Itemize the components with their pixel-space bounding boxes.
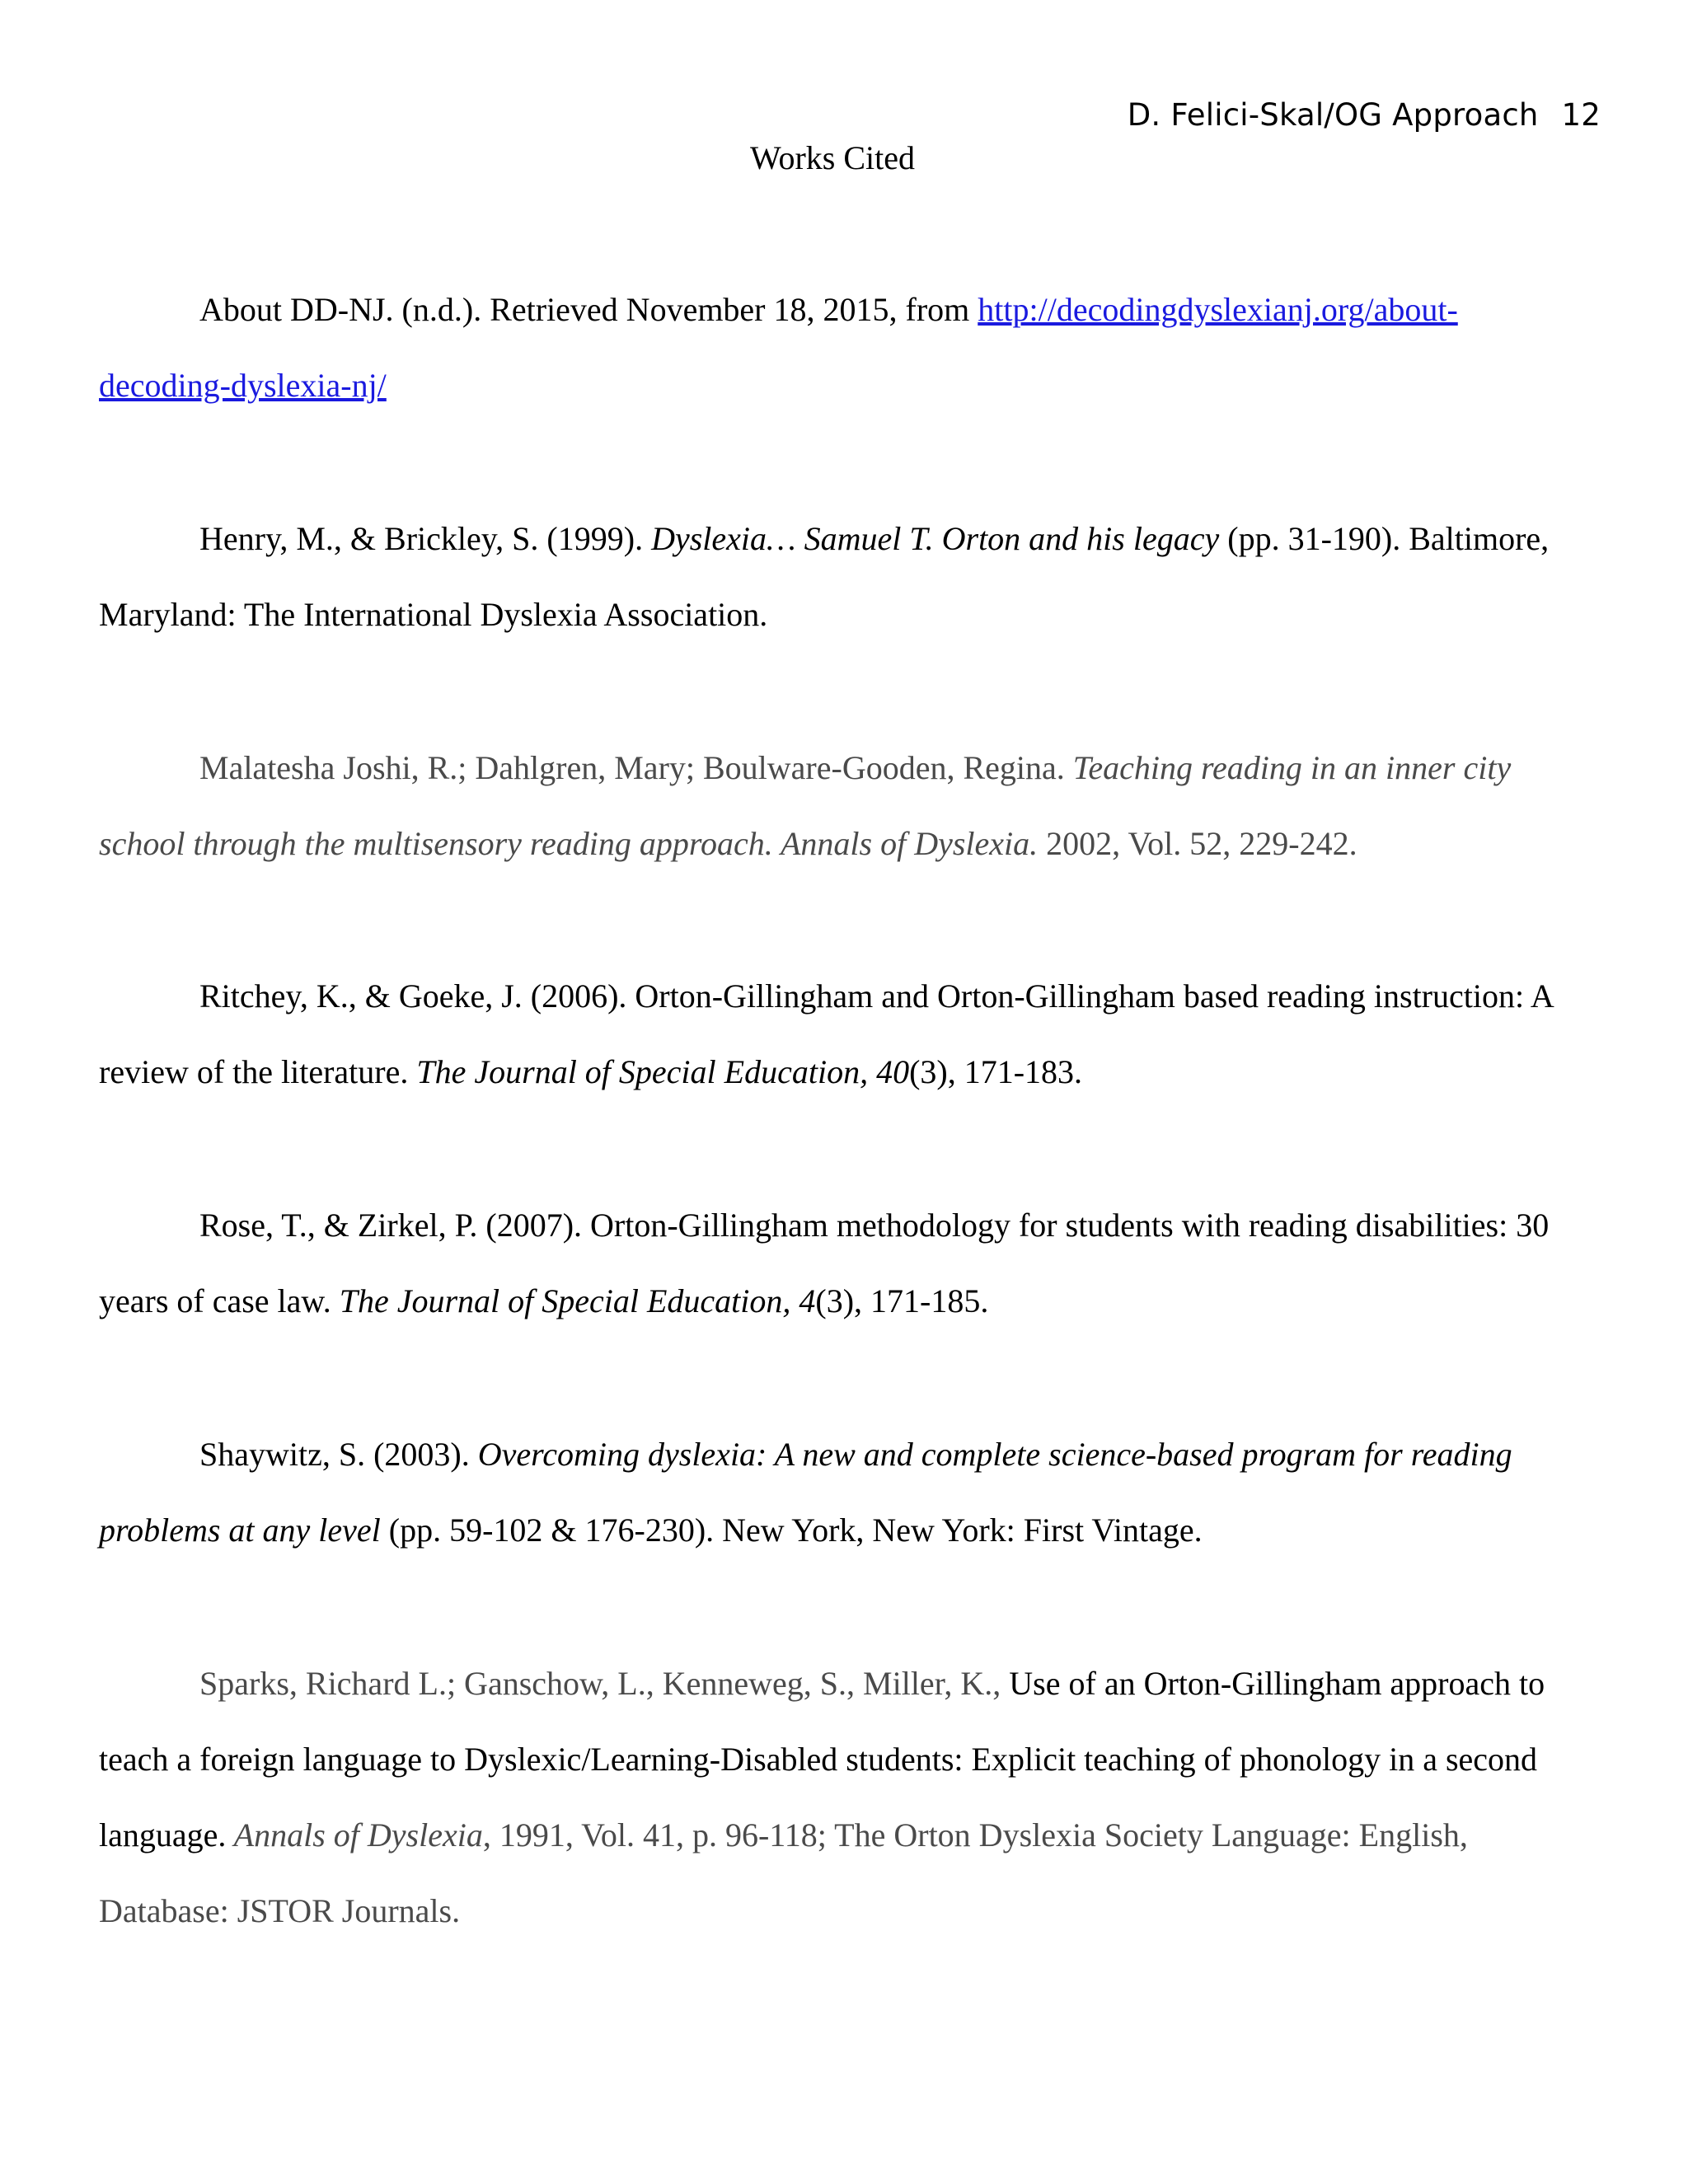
- citation-link[interactable]: http://decodingdyslexianj.org/about-decoding-dyslexia-nj/: [99, 291, 1458, 404]
- citation-henry: [99, 501, 1574, 653]
- citation-title: Teaching reading in an inner city school through the multisensory reading approach. Annals of Dyslexia.: [99, 749, 1512, 862]
- citation-title: Use of an Orton-Gillingham approach to teach a foreign language to Dyslexic/Learning-Disabled students: Explicit teaching of phonology in a second language.: [99, 1665, 1545, 1854]
- citation-text: (pp. 59-102 & 176-230). New York, New York: First Vintage.: [380, 1511, 1203, 1549]
- citation-journal: The Journal of Special Education, 4: [339, 1282, 816, 1319]
- page-title: Works Cited: [749, 139, 916, 176]
- citation-text: About DD-NJ. (n.d.). Retrieved November 18, 2015, from: [199, 291, 978, 328]
- citation-text: (3), 171-185.: [815, 1282, 989, 1319]
- citation-text: , 1991, Vol. 41, p. 96-118; The Orton Dyslexia Society Language: English, Database: JSTOR Journals.: [99, 1816, 1468, 1929]
- citation-title: Dyslexia… Samuel T. Orton and his legacy: [651, 520, 1220, 557]
- citation-rose: [99, 1188, 1574, 1339]
- citation-about-ddnj: [99, 272, 1574, 424]
- citation-joshi: [99, 730, 1574, 882]
- citation-text: Shaywitz, S. (2003).: [199, 1436, 478, 1473]
- citation-text: (pp. 31-190). Baltimore, Maryland: The International Dyslexia Association.: [99, 520, 1550, 633]
- running-head-text: D. Felici-Skal/OG Approach: [1127, 97, 1539, 133]
- citation-journal: The Journal of Special Education, 40: [416, 1053, 910, 1090]
- citation-text: Henry, M., & Brickley, S. (1999).: [199, 520, 652, 557]
- citation-ritchey: [99, 958, 1574, 1110]
- citation-text: 2002, Vol. 52, 229-242.: [1038, 825, 1357, 862]
- citation-text: (3), 171-183.: [909, 1053, 1083, 1090]
- citation-text: Sparks, Richard L.; Ganschow, L., Kenneweg, S., Miller, K.,: [199, 1665, 1010, 1702]
- citation-text: Ritchey, K., & Goeke, J. (2006). Orton-Gillingham and Orton-Gillingham based reading instruction: A review of the literature.: [99, 977, 1553, 1090]
- citation-text: Rose, T., & Zirkel, P. (2007). Orton-Gillingham methodology for students with reading disabilities: 30 years of case law.: [99, 1207, 1550, 1319]
- citation-journal: Annals of Dyslexia: [226, 1816, 483, 1854]
- citation-title: Overcoming dyslexia: A new and complete science-based program for reading problems at any level: [99, 1436, 1512, 1549]
- page-number: 12: [1561, 97, 1601, 133]
- citation-sparks: [99, 1646, 1574, 1949]
- citation-text: Malatesha Joshi, R.; Dahlgren, Mary; Boulware-Gooden, Regina.: [199, 749, 1073, 786]
- citation-shaywitz: [99, 1417, 1574, 1568]
- running-head: [1128, 97, 1601, 133]
